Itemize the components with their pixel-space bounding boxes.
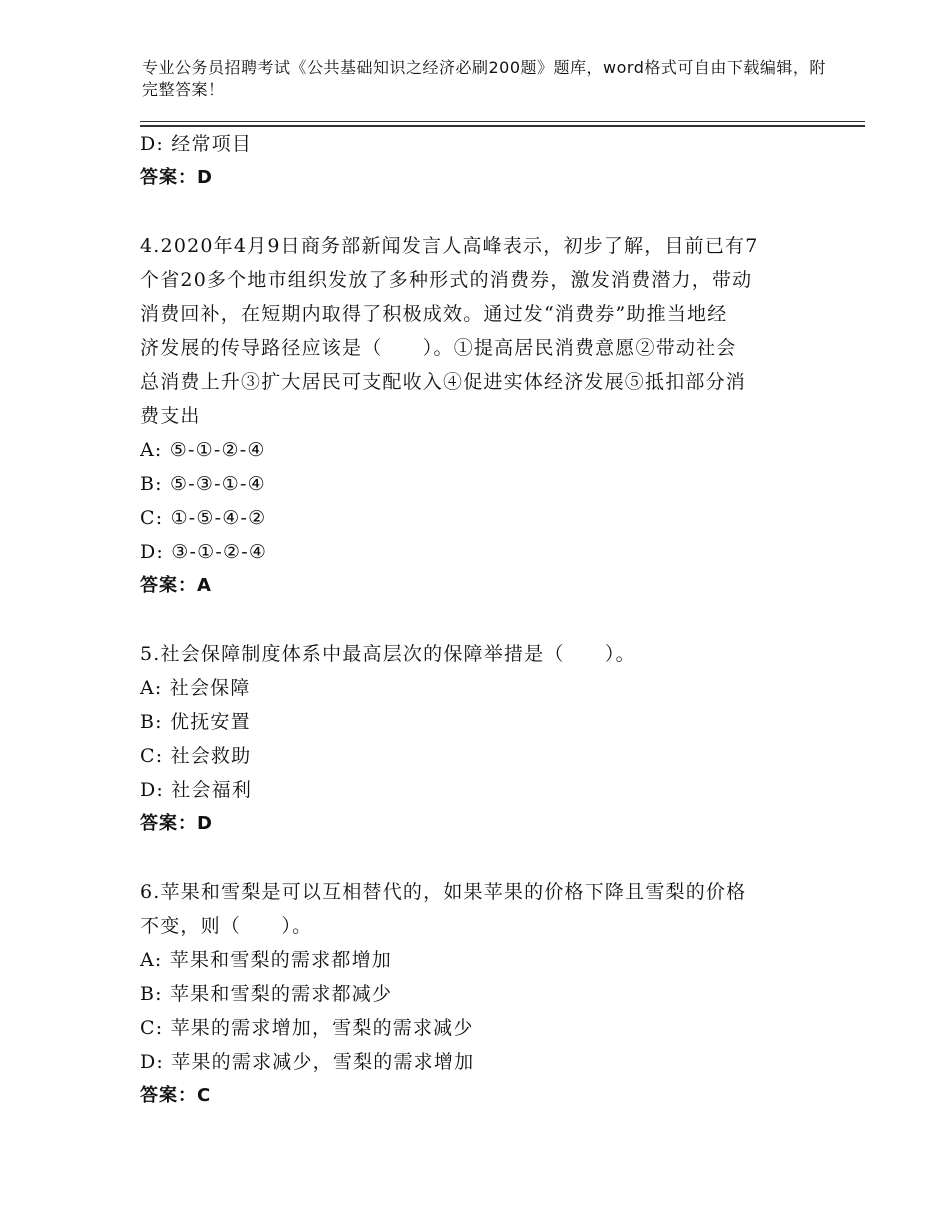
question-stem-line: 4.2020年4月9日商务部新闻发言人高峰表示，初步了解，目前已有7 <box>140 235 759 257</box>
option-b: B: 苹果和雪梨的需求都减少 <box>140 983 393 1005</box>
question-content <box>140 127 820 1113</box>
option-b: B: ⑤-③-①-④ <box>140 473 266 495</box>
option-c: C: 社会救助 <box>140 745 252 767</box>
page-header: 专业公务员招聘考试《公共基础知识之经济必刷200题》题库，word格式可自由下载编辑，附完整答案！ <box>142 58 826 99</box>
question-5 <box>140 637 820 841</box>
question-stem-line: 费支出 <box>140 405 201 427</box>
option-b: B: 优抚安置 <box>140 711 251 733</box>
question-stem-line: 个省20多个地市组织发放了多种形式的消费券，激发消费潜力，带动 <box>140 269 753 291</box>
option-d: D: 社会福利 <box>140 779 253 801</box>
option-a: A: ⑤-①-②-④ <box>140 439 266 461</box>
option-d: D: ③-①-②-④ <box>140 541 268 563</box>
question-stem-line: 济发展的传导路径应该是（ ）。①提高居民消费意愿②带动社会 <box>140 337 737 359</box>
answer-line: 答案：C <box>140 1085 212 1106</box>
option-a: A: 社会保障 <box>140 677 251 699</box>
answer-line: 答案：A <box>140 575 212 596</box>
answer-line: 答案：D <box>140 813 213 834</box>
answer-line: 答案：D <box>140 167 213 188</box>
header-divider-thin <box>140 121 865 122</box>
option-d: D: 经常项目 <box>140 133 253 155</box>
question-4 <box>140 229 820 603</box>
question-stem-line: 6.苹果和雪梨是可以互相替代的，如果苹果的价格下降且雪梨的价格 <box>140 881 747 903</box>
option-d: D: 苹果的需求减少，雪梨的需求增加 <box>140 1051 475 1073</box>
question-6 <box>140 875 820 1113</box>
question-stem-line: 不变，则（ ）。 <box>140 915 313 937</box>
question-stem-line: 消费回补，在短期内取得了积极成效。通过发“消费券”助推当地经 <box>140 303 728 325</box>
question-stem-line: 总消费上升③扩大居民可支配收入④促进实体经济发展⑤抵扣部分消 <box>140 371 747 393</box>
option-a: A: 苹果和雪梨的需求都增加 <box>140 949 392 971</box>
option-c: C: ①-⑤-④-② <box>140 507 267 529</box>
option-c: C: 苹果的需求增加，雪梨的需求减少 <box>140 1017 474 1039</box>
question-stem-line: 5.社会保障制度体系中最高层次的保障举措是（ ）。 <box>140 643 636 665</box>
